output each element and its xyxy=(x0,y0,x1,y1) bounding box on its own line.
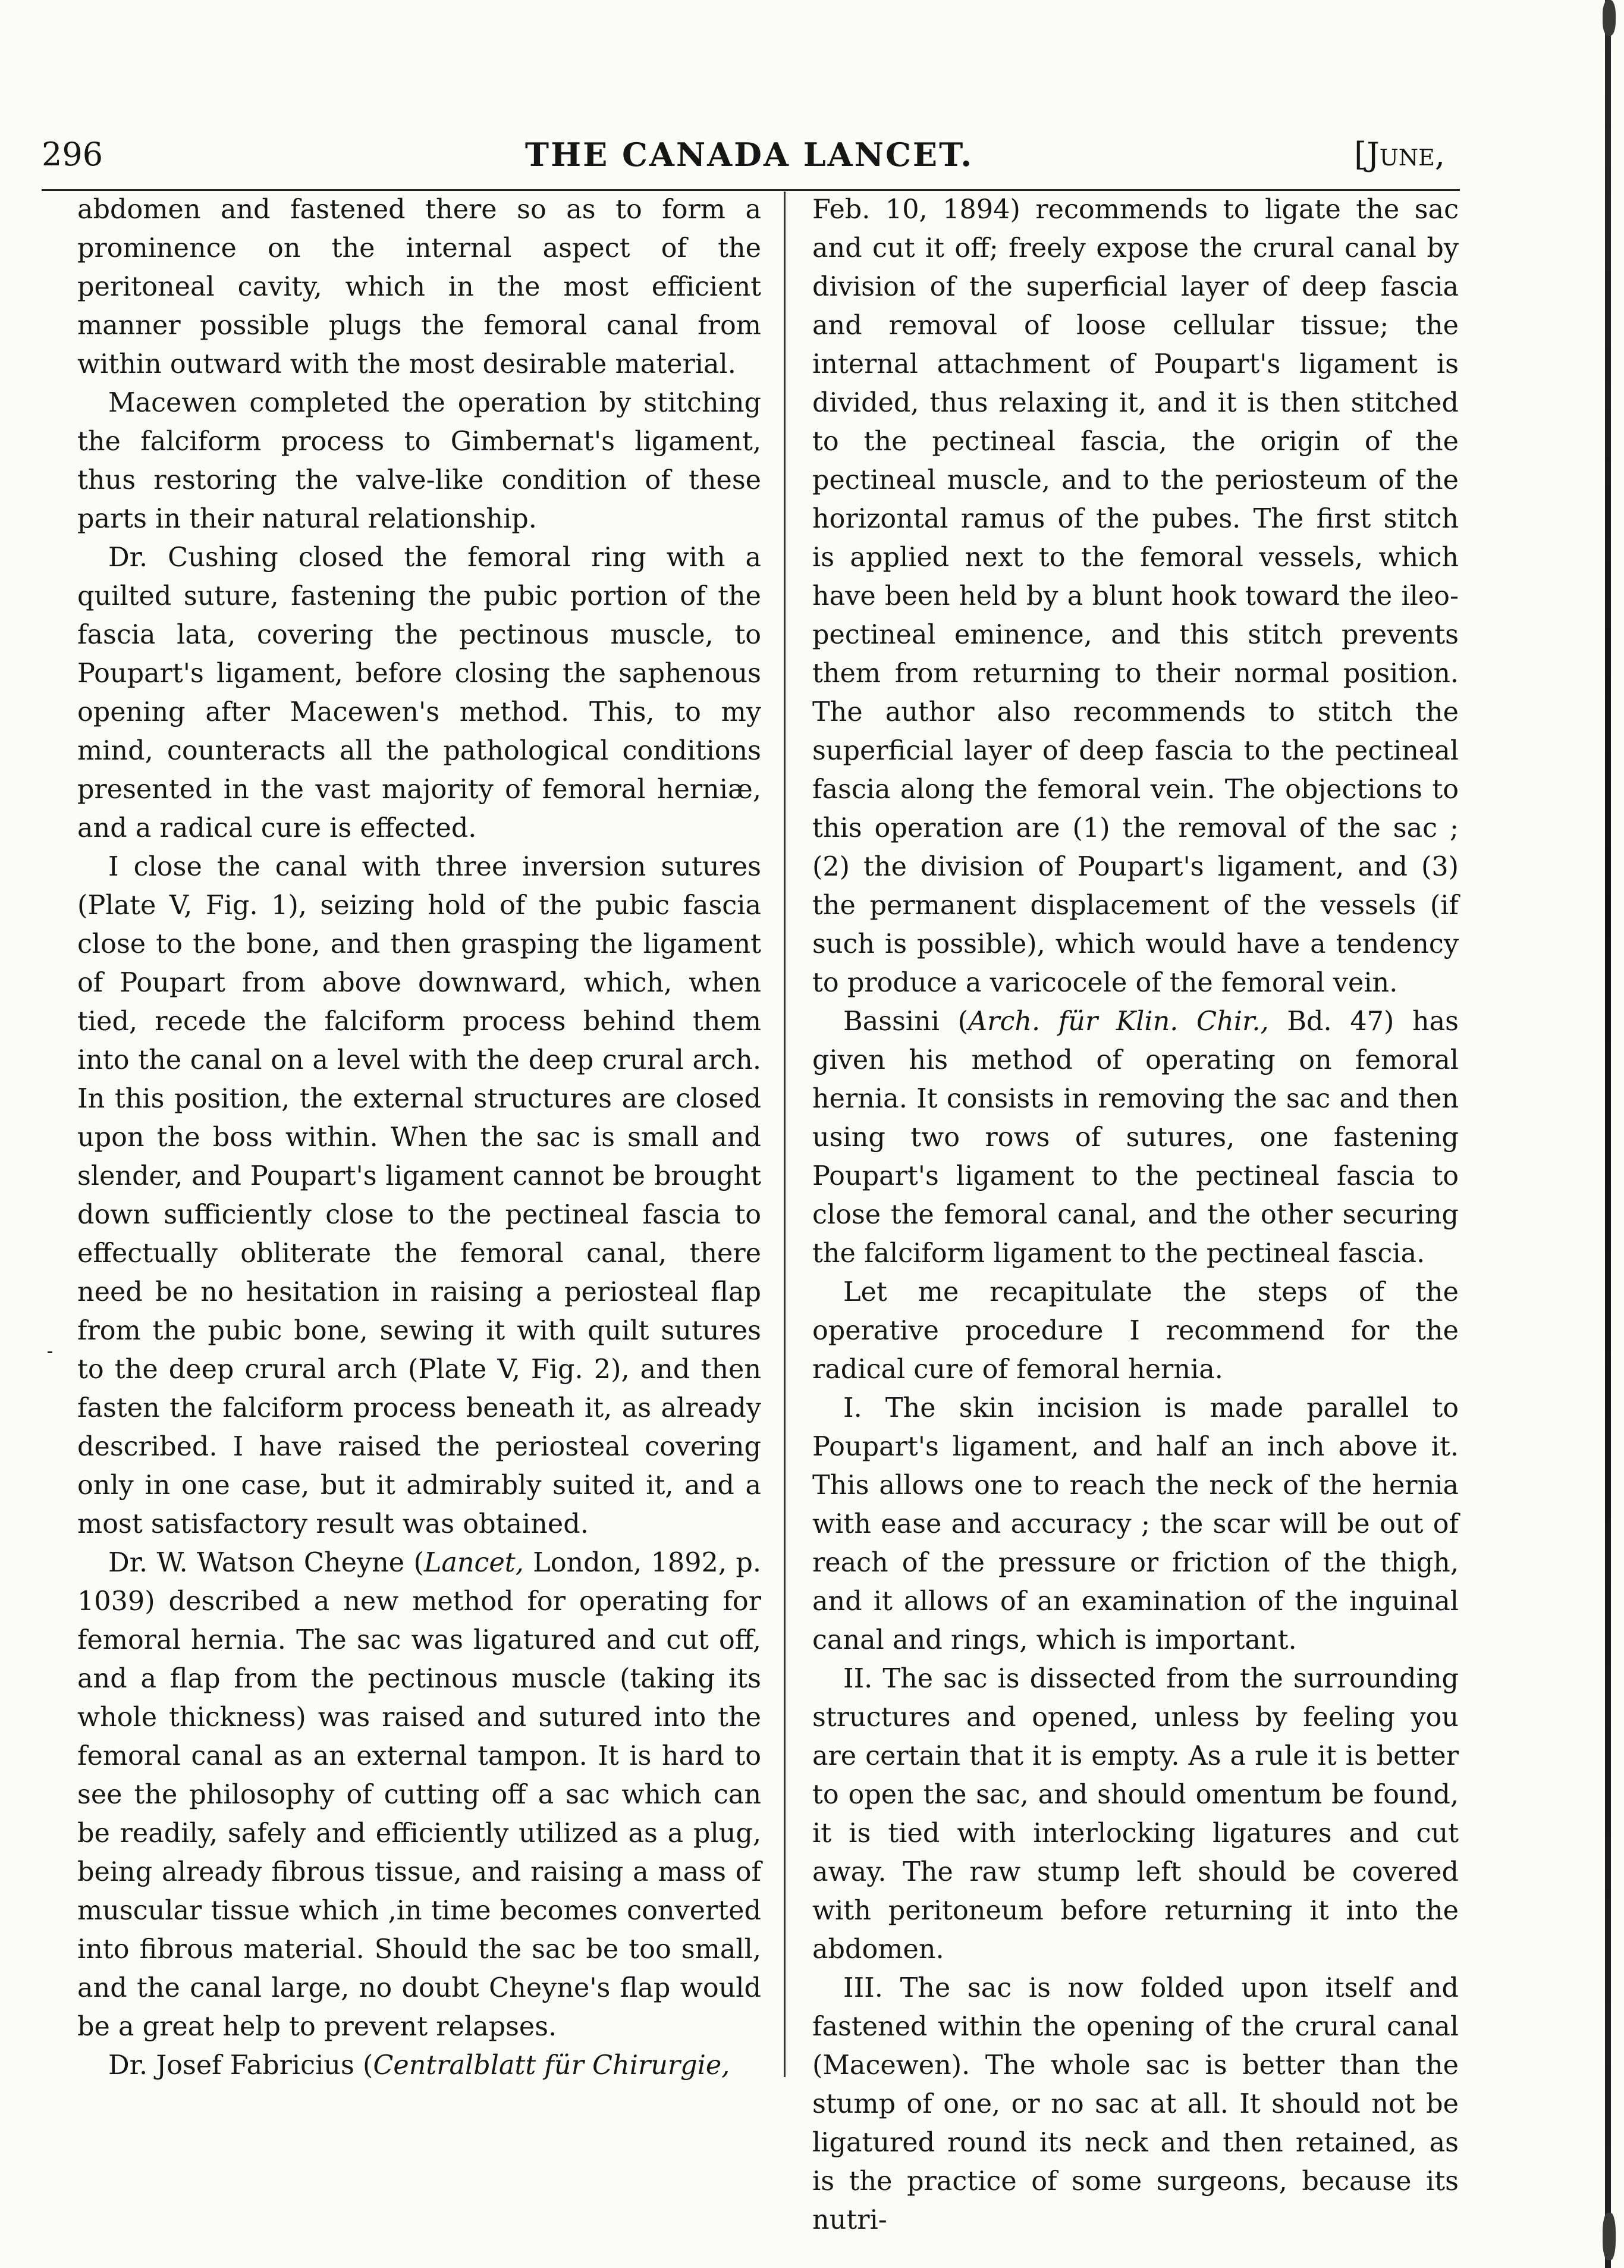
paragraph-text: Dr. Josef Fabricius ( xyxy=(108,2050,373,2081)
left-column xyxy=(77,190,761,2082)
paragraph: I close the canal with three inversion sutures (Plate V, Fig. 1), seizing hold of the pubic fascia close to the bone, and then grasping the ligament of Poupart from above downward, which, when tied, recede the falciform process behind them into the canal on a level with the deep crural arch. In this position, the external structures are closed upon the boss within. When the sac is small and slender, and Poupart's ligament cannot be brought down sufficiently close to the pectineal fascia to effectually obliterate the femoral canal, there need be no hesitation in raising a periosteal flap from the pubic bone, sewing it with quilt sutures to the deep crural arch (Plate V, Fig. 2), and then fasten the falciform process beneath it, as already described. I have raised the periosteal covering only in one case, but it admirably suited it, and a most satisfactory result was obtained. xyxy=(77,852,761,1539)
paragraph xyxy=(77,2046,761,2085)
margin-mark xyxy=(48,1351,52,1353)
paragraph: III. The sac is now folded upon itself and fastened within the opening of the crural canal (Macewen). The whole sac is better than the stump of one, or no sac at all. It should not be ligatured round its neck and then retained, as is the practice of some surgeons, because its nutri- xyxy=(812,1973,1459,2235)
journal-title: THE CANADA LANCET. xyxy=(524,136,974,174)
citation: Centralblatt für Chirurgie, xyxy=(373,2050,730,2081)
citation: Arch. für Klin. Chir., xyxy=(968,1006,1269,1037)
paragraph: Macewen completed the operation by stitching the falciform process to Gimbernat's ligament, thus restoring the valve-like condition of these parts in their natural relationship. xyxy=(77,388,761,534)
running-header xyxy=(42,131,1457,178)
paragraph xyxy=(77,1544,761,2046)
paragraph-text: Dr. W. Watson Cheyne ( xyxy=(108,1548,424,1578)
paragraph: I. The skin incision is made parallel to Poupart's ligament, and half an inch above it. This allows one to reach the neck of the hernia with ease and accuracy ; the scar will be out of reach of the pressure or friction of the thigh, and it allows of an examination of the inguinal canal and rings, which is important. xyxy=(812,1393,1459,1655)
paragraph: Let me recapitulate the steps of the operative procedure I recommend for the radical cure of femoral hernia. xyxy=(812,1277,1459,1385)
paragraph-text: Bd. 47) has given his method of operating on femoral hernia. It consists in removing the sac and then using two rows of sutures, one fastening Poupart's ligament to the pectineal fascia to close the femoral canal, and the other securing the falciform ligament to the pectineal fascia. xyxy=(812,1006,1459,1269)
spine-speck xyxy=(1603,0,1616,36)
paragraph-text: Bassini ( xyxy=(843,1006,969,1037)
paragraph xyxy=(812,1002,1459,1273)
right-column xyxy=(784,190,1459,2235)
paragraph: Feb. 10, 1894) recommends to ligate the sac and cut it off; freely expose the crural canal by division of the superficial layer of deep fascia and removal of loose cellular tissue; the internal attachment of Poupart's ligament is divided, thus relaxing it, and it is then stitched to the pectineal fascia, the origin of the pectineal muscle, and to the periosteum of the horizontal ramus of the pubes. The first stitch is applied next to the femoral vessels, which have been held by a blunt hook toward the ileo-pectineal eminence, and this stitch prevents them from returning to their normal position. The author also recommends to stitch the superficial layer of deep fascia to the pectineal fascia along the femoral vein. The objections to this operation are (1) the removal of the sac ; (2) the division of Poupart's ligament, and (3) the permanent displacement of the vessels (if such is possible), which would have a tendency to produce a varicocele of the femoral vein. xyxy=(812,195,1459,998)
page-spine-edge xyxy=(1605,0,1611,2268)
citation: Lancet, xyxy=(423,1548,524,1578)
paragraph-text: London, 1892, p. 1039) described a new method for operating for femoral hernia. The sac was ligatured and cut off, and a flap from the pectinous muscle (taking its whole thickness) was raised and sutured into the femoral canal as an external tampon. It is hard to see the philosophy of cutting off a sac which can be readily, safely and efficiently utilized as a plug, being already fibrous tissue, and raising a mass of muscular tissue which ,in time becomes converted into fibrous material. Should the sac be too small, and the canal large, no doubt Cheyne's flap would be a great help to prevent relapses. xyxy=(77,1548,761,2042)
spine-speck xyxy=(1603,2213,1616,2260)
paragraph: II. The sac is dissected from the surrounding structures and opened, unless by feeling you are certain that it is empty. As a rule it is better to open the sac, and should omentum be found, it is tied with interlocking ligatures and cut away. The raw stump left should be covered with peritoneum before returning it into the abdomen. xyxy=(812,1664,1459,1965)
page-number: 296 xyxy=(42,136,103,173)
paragraph: abdomen and fastened there so as to form a prominence on the internal aspect of the peritoneal cavity, which in the most efficient manner possible plugs the femoral canal from within outward with the most desirable material. xyxy=(77,195,761,379)
paragraph: Dr. Cushing closed the femoral ring with a quilted suture, fastening the pubic portion of the fascia lata, covering the pectinous muscle, to Poupart's ligament, before closing the saphenous opening after Macewen's method. This, to my mind, counteracts all the pathological conditions presented in the vast majority of femoral herniæ, and a radical cure is effected. xyxy=(77,542,761,843)
issue-month: [June, xyxy=(1354,136,1445,173)
